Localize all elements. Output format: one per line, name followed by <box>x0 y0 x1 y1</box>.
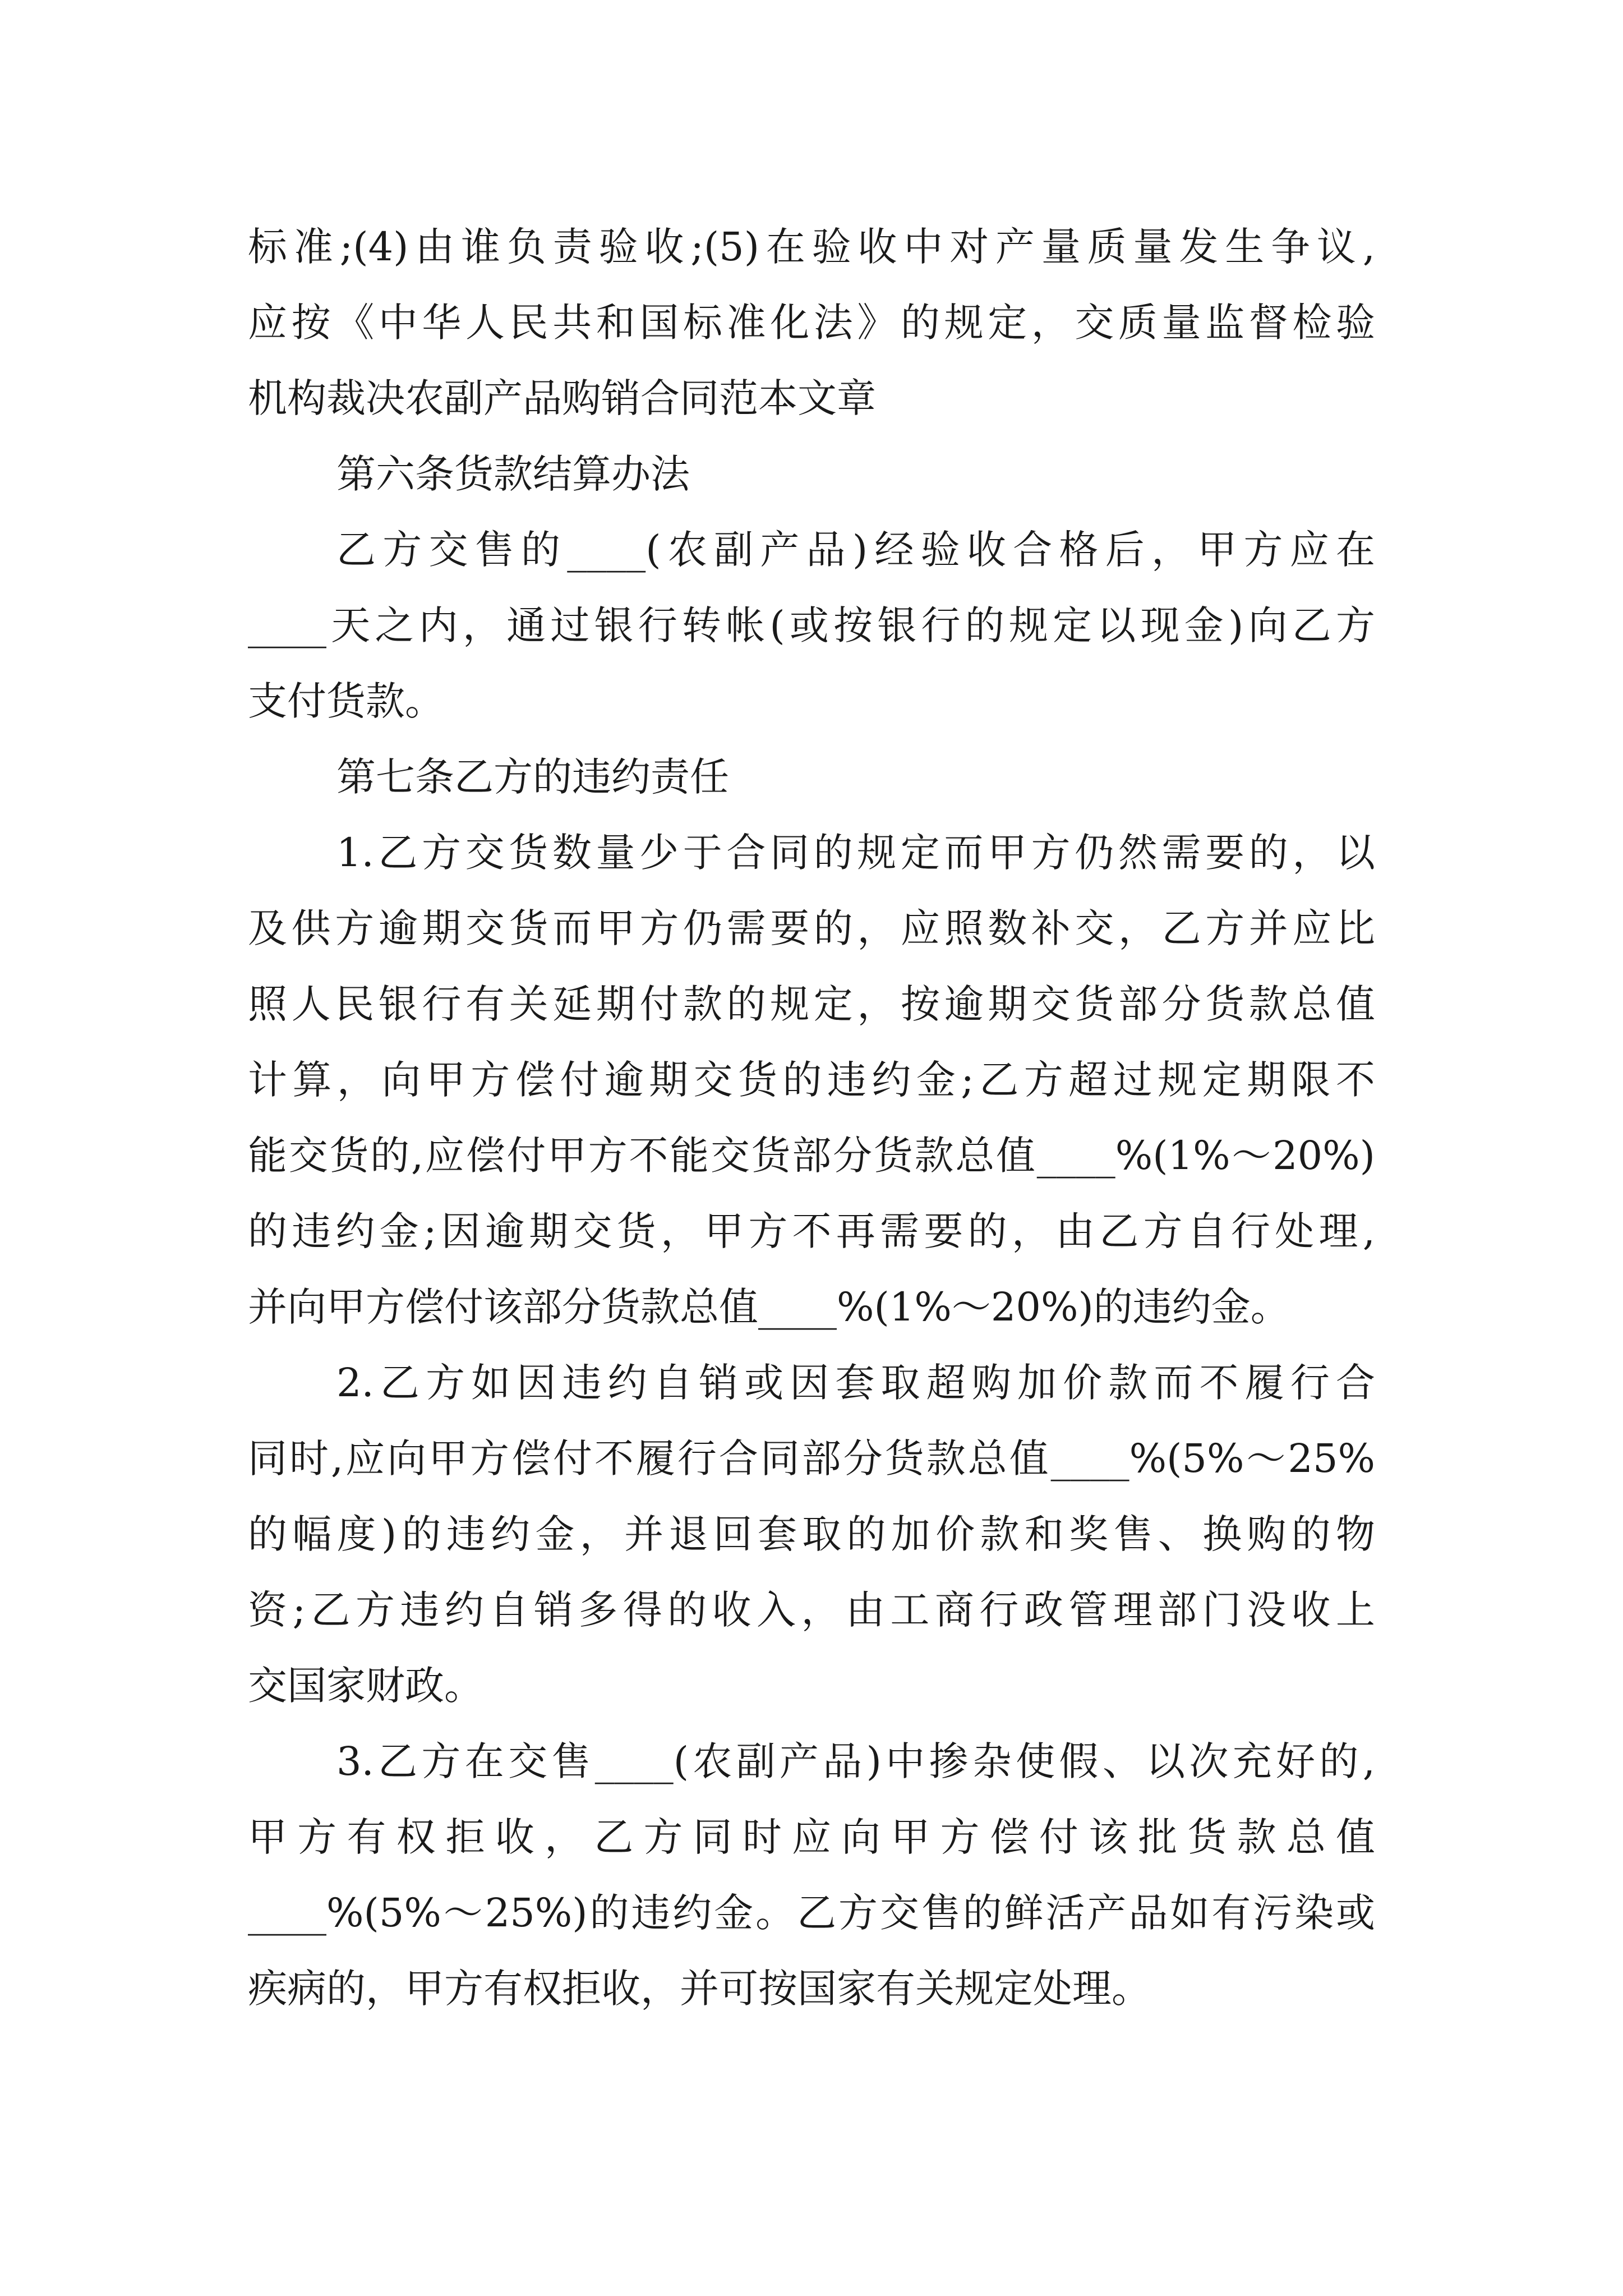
text-line: 支付货款。 <box>248 678 444 724</box>
text-line: 甲方有权拒收，乙方同时应向甲方偿付该批货款总值 <box>248 1814 1375 1860</box>
text-line: 及供方逾期交货而甲方仍需要的，应照数补交，乙方并应比 <box>248 905 1375 951</box>
text-line: ____天之内，通过银行转帐(或按银行的规定以现金)向乙方 <box>248 602 1375 648</box>
text-line: 乙方交售的____(农副产品)经验收合格后，甲方应在 <box>336 527 1375 573</box>
text-line: ____%(5%～25%)的违约金。乙方交售的鲜活产品如有污染或 <box>248 1890 1375 1936</box>
text-line: 标准;(4)由谁负责验收;(5)在验收中对产量质量发生争议, <box>248 224 1375 270</box>
section-heading: 第六条货款结算办法 <box>336 451 690 497</box>
text-line: 应按《中华人民共和国标准化法》的规定，交质量监督检验 <box>248 300 1375 346</box>
text-line: 的违约金;因逾期交货，甲方不再需要的，由乙方自行处理, <box>248 1208 1375 1254</box>
text-line: 能交货的,应偿付甲方不能交货部分货款总值____%(1%～20%) <box>248 1133 1375 1179</box>
text-line: 2.乙方如因违约自销或因套取超购加价款而不履行合 <box>336 1360 1375 1406</box>
text-line: 3.乙方在交售____(农副产品)中掺杂使假、以次充好的, <box>336 1738 1375 1784</box>
section-heading: 第七条乙方的违约责任 <box>336 754 729 800</box>
text-line: 交国家财政。 <box>248 1663 483 1709</box>
text-line: 资;乙方违约自销多得的收入，由工商行政管理部门没收上 <box>248 1587 1375 1633</box>
text-line: 机构裁决农副产品购销合同范本文章 <box>248 375 876 421</box>
text-line: 计算，向甲方偿付逾期交货的违约金;乙方超过规定期限不 <box>248 1057 1375 1103</box>
text-line: 并向甲方偿付该部分货款总值____%(1%～20%)的违约金。 <box>248 1284 1290 1330</box>
text-line: 照人民银行有关延期付款的规定，按逾期交货部分货款总值 <box>248 981 1375 1027</box>
text-line: 1.乙方交货数量少于合同的规定而甲方仍然需要的，以 <box>336 830 1375 876</box>
text-line: 疾病的，甲方有权拒收，并可按国家有关规定处理。 <box>248 1966 1151 2012</box>
text-line: 同时,应向甲方偿付不履行合同部分货款总值____%(5%～25% <box>248 1435 1375 1481</box>
text-line: 的幅度)的违约金，并退回套取的加价款和奖售、换购的物 <box>248 1511 1375 1557</box>
